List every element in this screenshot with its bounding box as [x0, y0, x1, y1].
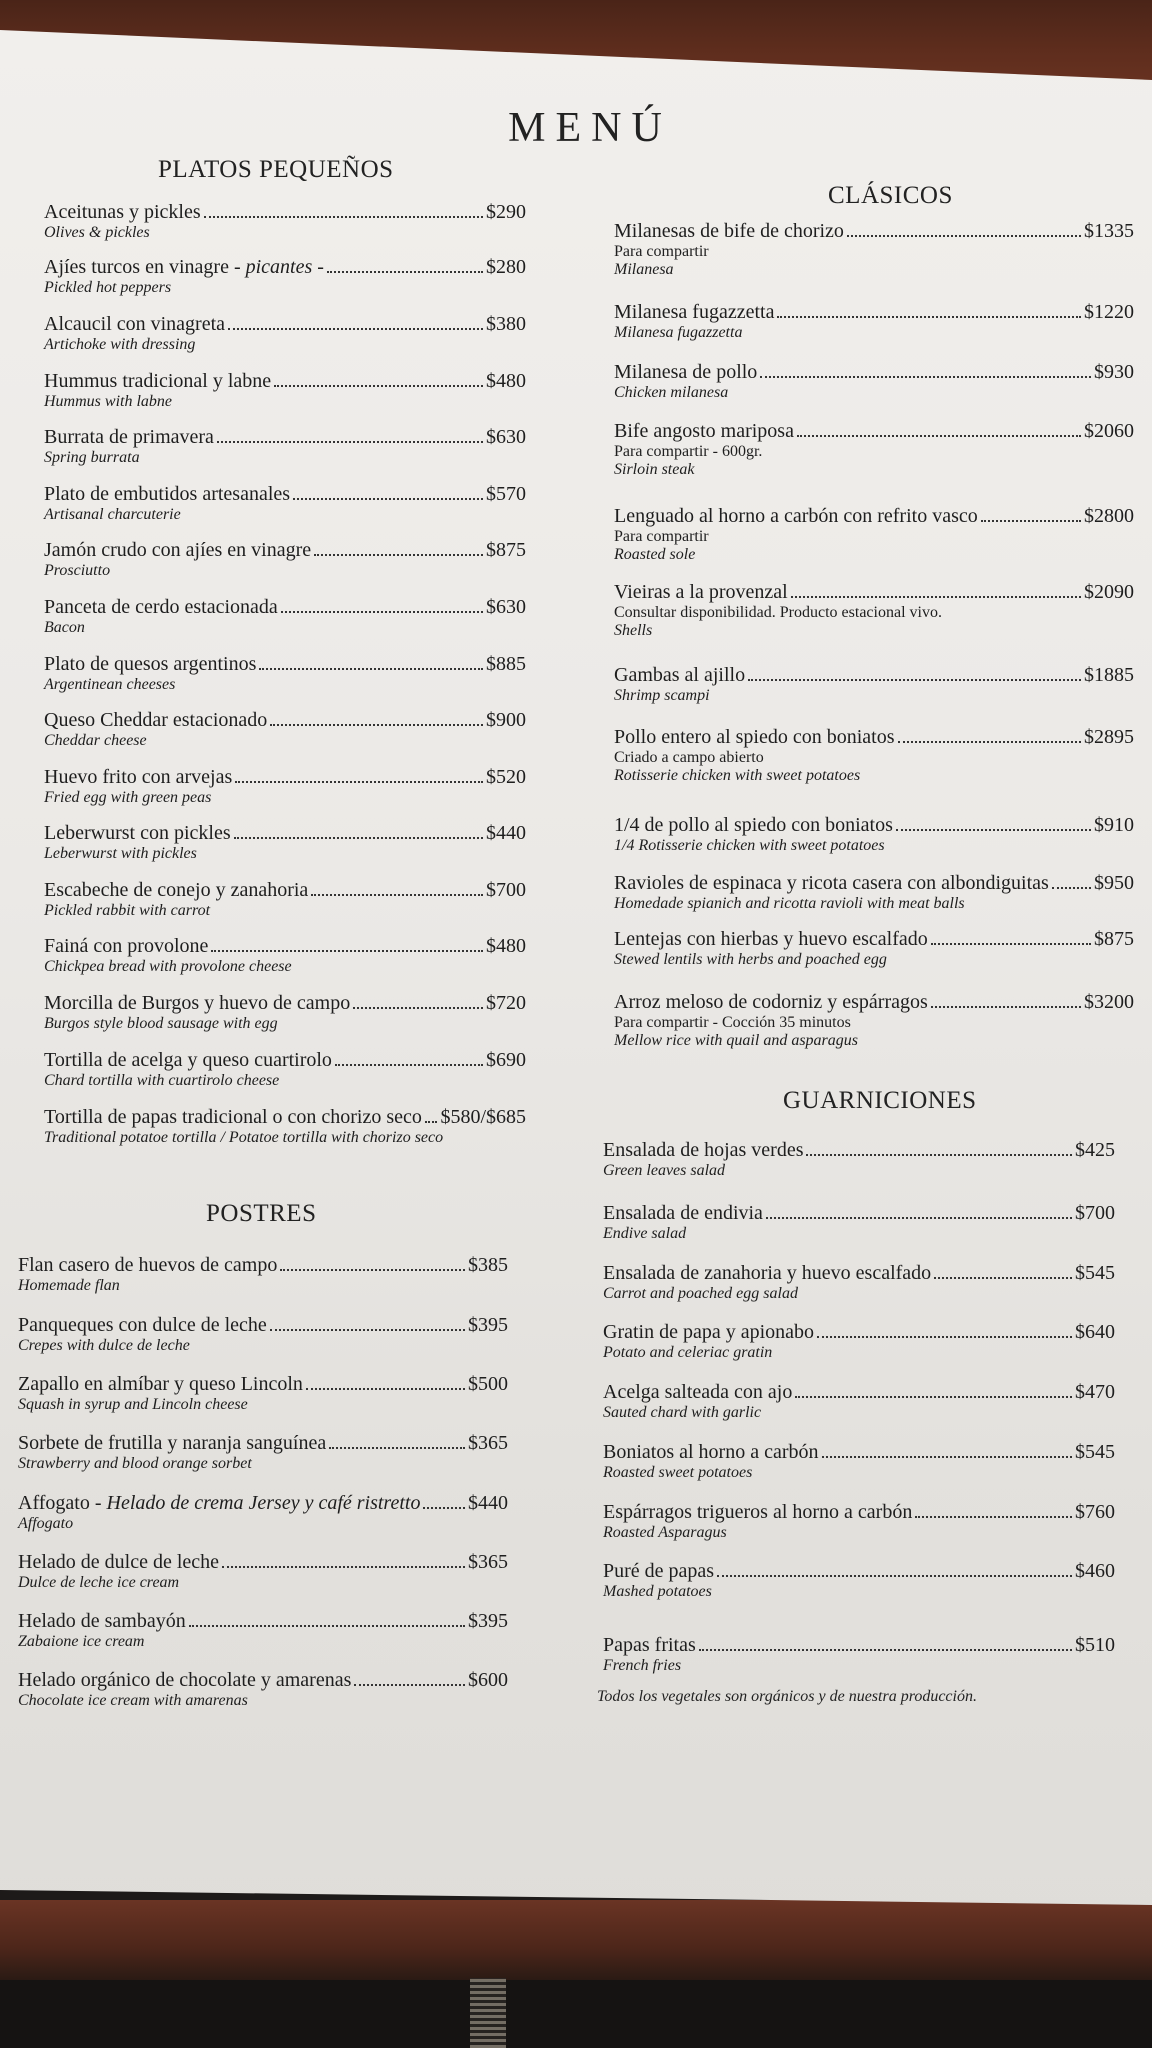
menu-frame-bottom [0, 1900, 1152, 1980]
item-price: $885 [486, 653, 526, 675]
item-name-text: Ensalada de endivia [603, 1202, 763, 1224]
dot-leader [981, 520, 1081, 522]
item-name-text: Huevo frito con arvejas [44, 766, 233, 788]
item-name-text: Sorbete de frutilla y naranja sanguínea [18, 1432, 327, 1454]
item-price: $930 [1094, 361, 1134, 383]
item-name [614, 301, 774, 324]
item-price: $280 [486, 256, 526, 278]
menu-item [614, 872, 1134, 913]
item-price: $545 [1075, 1441, 1115, 1463]
menu-item [18, 1610, 508, 1651]
item-name-text: Lentejas con hierbas y huevo escalfado [614, 928, 928, 950]
item-name-text: Helado de sambayón [18, 1610, 186, 1632]
item-english-name: Shells [614, 622, 653, 639]
item-price: $600 [468, 1669, 508, 1691]
item-name [614, 991, 928, 1014]
item-price: $1335 [1084, 220, 1134, 242]
item-name-text: Affogato - [18, 1492, 107, 1514]
item-name [44, 935, 208, 958]
dot-leader [896, 829, 1091, 831]
item-name-text: Panqueques con dulce de leche [18, 1314, 267, 1336]
item-name-text: Burrata de primavera [44, 426, 214, 448]
item-price: $395 [468, 1610, 508, 1632]
item-name-text: Acelga salteada con ajo [603, 1381, 793, 1403]
dot-leader [425, 1121, 438, 1123]
zipper [470, 1978, 506, 2048]
section-heading-guarniciones: GUARNICIONES [783, 1087, 977, 1114]
item-note: Para compartir - Cocción 35 minutos [614, 1014, 851, 1031]
menu-item [44, 1049, 526, 1090]
menu-item [44, 483, 526, 524]
item-price: $875 [486, 539, 526, 561]
item-price: $720 [486, 992, 526, 1014]
menu-item [614, 814, 1134, 855]
menu-item [44, 766, 526, 807]
item-note: Para compartir - 600gr. [614, 443, 763, 460]
item-name-text: Ensalada de hojas verdes [603, 1139, 804, 1161]
item-english-name: Artichoke with dressing [44, 336, 196, 353]
menu-item [18, 1254, 508, 1295]
dot-leader [354, 1684, 465, 1686]
dot-leader [931, 943, 1091, 945]
menu-item [614, 581, 1134, 640]
item-english-name: Green leaves salad [603, 1162, 726, 1179]
dot-leader [766, 1217, 1072, 1219]
dot-leader [335, 1064, 483, 1066]
item-english-name: Milanesa fugazzetta [614, 324, 743, 341]
dot-leader [699, 1649, 1072, 1651]
item-name-text: Tortilla de papas tradicional o con chorizo seco [44, 1106, 422, 1128]
menu-item [44, 935, 526, 976]
item-price: $2800 [1084, 505, 1134, 527]
item-english-name: Fried egg with green peas [44, 789, 212, 806]
item-price: $440 [468, 1492, 508, 1514]
item-price: $2060 [1084, 420, 1134, 442]
dot-leader [748, 679, 1081, 681]
item-name [603, 1321, 814, 1344]
item-name [44, 879, 308, 902]
item-english-name: Argentinean cheeses [44, 676, 176, 693]
item-name [614, 361, 757, 384]
item-english-name: Affogato [18, 1515, 74, 1532]
item-price: $545 [1075, 1262, 1115, 1284]
menu-item [18, 1373, 508, 1414]
item-name [603, 1560, 714, 1583]
menu-item [614, 664, 1134, 705]
dot-leader [234, 837, 483, 839]
item-note: Para compartir [614, 528, 709, 545]
dot-leader [1052, 887, 1091, 889]
menu-item [603, 1139, 1115, 1180]
item-name [18, 1669, 351, 1692]
item-name-text: Escabeche de conejo y zanahoria [44, 879, 309, 901]
item-name [44, 992, 350, 1015]
item-name [18, 1373, 303, 1396]
item-price: $425 [1075, 1139, 1115, 1161]
item-name-text: Morcilla de Burgos y huevo de campo [44, 992, 351, 1014]
item-name [44, 766, 232, 789]
dot-leader [777, 316, 1081, 318]
item-name [614, 928, 928, 951]
dot-leader [204, 216, 483, 218]
item-price: $690 [486, 1049, 526, 1071]
dot-leader [270, 724, 483, 726]
dot-leader [293, 498, 483, 500]
item-english-name: Zabaione ice cream [18, 1633, 145, 1650]
item-name [44, 256, 324, 279]
item-price: $760 [1075, 1501, 1115, 1523]
item-english-name: Homedade spianich and ricotta ravioli with meat balls [614, 895, 965, 912]
item-english-name: Homemade flan [18, 1277, 120, 1294]
item-name-text: Queso Cheddar estacionado [44, 709, 268, 731]
item-price: $1220 [1084, 301, 1134, 323]
item-english-name: Milanesa [614, 261, 674, 278]
item-name-text: Ensalada de zanahoria y huevo escalfado [603, 1262, 932, 1284]
item-price: $570 [486, 483, 526, 505]
item-name [614, 814, 893, 837]
item-name [18, 1432, 326, 1455]
item-english-name: Traditional potatoe tortilla / Potatoe tortilla with chorizo seco [44, 1129, 444, 1146]
menu-item [44, 313, 526, 354]
dot-leader [817, 1336, 1072, 1338]
item-english-name: Roasted sole [614, 546, 696, 563]
item-name-text: Alcaucil con vinagreta [44, 313, 226, 335]
dot-leader [280, 1269, 465, 1271]
item-price: $365 [468, 1432, 508, 1454]
item-name-text: Arroz meloso de codorniz y espárragos [614, 991, 928, 1013]
item-english-name: Chicken milanesa [614, 384, 729, 401]
menu-title: MENÚ [508, 105, 672, 151]
item-name [44, 822, 231, 845]
menu-item [18, 1492, 508, 1533]
item-price: $875 [1094, 928, 1134, 950]
item-price: $500 [468, 1373, 508, 1395]
item-price: $700 [1075, 1202, 1115, 1224]
item-name [603, 1441, 819, 1464]
item-name [44, 539, 311, 562]
item-price: $440 [486, 822, 526, 844]
item-name-text: Milanesa de pollo [614, 361, 758, 383]
item-english-name: French fries [603, 1657, 682, 1674]
dot-leader [189, 1625, 465, 1627]
item-name [614, 726, 895, 749]
item-name [18, 1610, 186, 1633]
item-english-name: Chard tortilla with cuartirolo cheese [44, 1072, 280, 1089]
item-english-name: Rotisserie chicken with sweet potatoes [614, 767, 861, 784]
item-name [603, 1262, 931, 1285]
dot-leader [797, 435, 1081, 437]
item-name-text: Milanesas de bife de chorizo [614, 220, 844, 242]
item-name-text: Ravioles de espinaca y ricota casera con albondiguitas [614, 872, 1049, 894]
item-name-text: Hummus tradicional y labne [44, 370, 272, 392]
item-name-text: Ajíes turcos en vinagre - [44, 256, 246, 278]
item-english-name: Mellow rice with quail and asparagus [614, 1032, 858, 1049]
item-english-name: Burgos style blood sausage with egg [44, 1015, 278, 1032]
item-price: $900 [486, 709, 526, 731]
item-name-text: Helado de dulce de leche [18, 1551, 220, 1573]
dot-leader [329, 1447, 465, 1449]
item-price: $910 [1094, 814, 1134, 836]
menu-item [603, 1262, 1115, 1303]
item-name-text: Pollo entero al spiedo con boniatos [614, 726, 895, 748]
item-name [603, 1139, 803, 1162]
item-price: $520 [486, 766, 526, 788]
item-english-name: Dulce de leche ice cream [18, 1574, 180, 1591]
dot-leader [274, 385, 483, 387]
dot-leader [847, 235, 1081, 237]
section-heading-postres: POSTRES [206, 1200, 317, 1227]
item-english-name: Crepes with dulce de leche [18, 1337, 190, 1354]
item-name-text: Panceta de cerdo estacionada [44, 596, 278, 618]
menu-item [603, 1501, 1115, 1542]
item-name [44, 201, 201, 224]
item-english-name: Spring burrata [44, 449, 140, 466]
item-english-name: Shrimp scampi [614, 687, 710, 704]
item-price: $385 [468, 1254, 508, 1276]
menu-item [44, 709, 526, 750]
item-price: $395 [468, 1314, 508, 1336]
item-note: Criado a campo abierto [614, 749, 764, 766]
item-name-text: Flan casero de huevos de campo [18, 1254, 278, 1276]
dot-leader [353, 1007, 483, 1009]
item-english-name: Chocolate ice cream with amarenas [18, 1692, 248, 1709]
section-heading-platos-pequenos: PLATOS PEQUEÑOS [158, 156, 394, 183]
dot-leader [760, 376, 1091, 378]
item-name-text: Gambas al ajillo [614, 664, 746, 686]
dot-leader [717, 1575, 1072, 1577]
item-price: $700 [486, 879, 526, 901]
item-name [614, 581, 788, 604]
item-english-name: Roasted Asparagus [603, 1524, 727, 1541]
item-english-name: Potato and celeriac gratin [603, 1344, 773, 1361]
dot-leader [211, 950, 483, 952]
dot-leader [898, 741, 1081, 743]
item-price: $480 [486, 370, 526, 392]
item-name-italic: picantes [245, 256, 313, 278]
item-name [614, 872, 1049, 895]
item-name-text: Lenguado al horno a carbón con refrito vasco [614, 505, 978, 527]
item-name [18, 1254, 277, 1277]
menu-item [614, 301, 1134, 342]
item-name-text: Puré de papas [603, 1560, 715, 1582]
item-name [44, 1049, 332, 1072]
menu-item [44, 822, 526, 863]
item-english-name: Mashed potatoes [603, 1583, 712, 1600]
menu-item [18, 1551, 508, 1592]
item-name-text: Plato de quesos argentinos [44, 653, 257, 675]
menu-item [603, 1634, 1115, 1675]
menu-item [44, 201, 526, 242]
menu-item [603, 1441, 1115, 1482]
item-english-name: Endive salad [603, 1225, 687, 1242]
item-name [614, 664, 745, 687]
item-name-text: Helado orgánico de chocolate y amarenas [18, 1669, 352, 1691]
menu-item [603, 1381, 1115, 1422]
item-name [603, 1381, 792, 1404]
item-price: $480 [486, 935, 526, 957]
menu-item [603, 1202, 1115, 1243]
dot-leader [423, 1507, 465, 1509]
item-english-name: Cheddar cheese [44, 732, 147, 749]
item-name [44, 596, 278, 619]
item-name-text: Jamón crudo con ajíes en vinagre [44, 539, 312, 561]
dot-leader [934, 1277, 1072, 1279]
item-price: $380 [486, 313, 526, 335]
dot-leader [327, 271, 483, 273]
item-english-name: Prosciutto [44, 562, 111, 579]
item-name-text: Milanesa fugazzetta [614, 301, 775, 323]
item-english-name: Chickpea bread with provolone cheese [44, 958, 292, 975]
item-english-name: Pickled hot peppers [44, 279, 172, 296]
item-name-suffix: - [312, 256, 324, 278]
item-price: $630 [486, 426, 526, 448]
item-english-name: Hummus with labne [44, 393, 172, 410]
dot-leader [228, 328, 483, 330]
menu-item [44, 879, 526, 920]
dot-leader [795, 1396, 1072, 1398]
menu-item [44, 539, 526, 580]
item-name [603, 1202, 763, 1225]
menu-item [44, 426, 526, 467]
item-name [44, 426, 214, 449]
item-name [44, 1106, 422, 1129]
dot-leader [791, 596, 1081, 598]
menu-item [603, 1321, 1115, 1362]
dot-leader [822, 1456, 1073, 1458]
menu-item [614, 420, 1134, 479]
item-name [18, 1492, 420, 1515]
item-name [18, 1551, 219, 1574]
item-name-text: Espárragos trigueros al horno a carbón [603, 1501, 913, 1523]
section-heading-clasicos: CLÁSICOS [828, 182, 953, 209]
dot-leader [314, 554, 483, 556]
item-english-name: Sirloin steak [614, 461, 695, 478]
dot-leader [222, 1566, 465, 1568]
dot-leader [259, 668, 483, 670]
item-english-name: Pickled rabbit with carrot [44, 902, 211, 919]
item-price: $3200 [1084, 991, 1134, 1013]
item-price: $640 [1075, 1321, 1115, 1343]
item-name [603, 1501, 912, 1524]
item-name-text: Tortilla de acelga y queso cuartirolo [44, 1049, 332, 1071]
menu-item [603, 1560, 1115, 1601]
footer-note: Todos los vegetales son orgánicos y de nuestra producción. [597, 1688, 977, 1705]
item-name-text: 1/4 de pollo al spiedo con boniatos [614, 814, 893, 836]
menu-item [44, 653, 526, 694]
menu-item [614, 928, 1134, 969]
item-price: $580/$685 [440, 1106, 526, 1128]
dot-leader [235, 781, 483, 783]
item-name-text: Plato de embutidos artesanales [44, 483, 291, 505]
item-price: $470 [1075, 1381, 1115, 1403]
menu-item [614, 726, 1134, 785]
item-name-italic: Helado de crema Jersey y café ristretto [106, 1492, 421, 1514]
item-english-name: Squash in syrup and Lincoln cheese [18, 1396, 248, 1413]
menu-item [18, 1432, 508, 1473]
item-price: $1885 [1084, 664, 1134, 686]
item-english-name: Strawberry and blood orange sorbet [18, 1455, 252, 1472]
item-english-name: Leberwurst with pickles [44, 845, 197, 862]
item-name-text: Gratin de papa y apionabo [603, 1321, 815, 1343]
menu-item [44, 256, 526, 297]
item-english-name: Olives & pickles [44, 224, 150, 241]
menu-item [614, 505, 1134, 564]
menu-item [44, 596, 526, 637]
item-price: $510 [1075, 1634, 1115, 1656]
menu-item [18, 1669, 508, 1710]
dot-leader [270, 1329, 465, 1331]
table-surface [0, 1980, 1152, 2048]
item-english-name: Bacon [44, 619, 85, 636]
dot-leader [915, 1516, 1072, 1518]
item-name [603, 1634, 696, 1657]
item-note: Para compartir [614, 243, 709, 260]
menu-item [614, 991, 1134, 1050]
dot-leader [306, 1388, 465, 1390]
dot-leader [931, 1006, 1081, 1008]
menu-item [614, 220, 1134, 279]
item-name-text: Vieiras a la provenzal [614, 581, 788, 603]
dot-leader [217, 441, 483, 443]
item-english-name: Carrot and poached egg salad [603, 1285, 798, 1302]
item-price: $950 [1094, 872, 1134, 894]
dot-leader [281, 611, 483, 613]
item-name-text: Aceitunas y pickles [44, 201, 201, 223]
item-name-text: Papas fritas [603, 1634, 696, 1656]
item-name [44, 653, 256, 676]
item-english-name: Stewed lentils with herbs and poached egg [614, 951, 887, 968]
menu-item [44, 992, 526, 1033]
item-note: Consultar disponibilidad. Producto estacional vivo. [614, 604, 942, 621]
menu-item [44, 370, 526, 411]
item-price: $365 [468, 1551, 508, 1573]
item-name-text: Boniatos al horno a carbón [603, 1441, 819, 1463]
dot-leader [806, 1154, 1072, 1156]
dot-leader [311, 894, 483, 896]
item-name [614, 505, 978, 528]
item-english-name: Artisanal charcuterie [44, 506, 181, 523]
item-name [44, 370, 271, 393]
item-price: $2090 [1084, 581, 1134, 603]
item-name-text: Leberwurst con pickles [44, 822, 231, 844]
item-price: $2895 [1084, 726, 1134, 748]
item-name [614, 220, 844, 243]
item-name-text: Zapallo en almíbar y queso Lincoln [18, 1373, 303, 1395]
item-price: $630 [486, 596, 526, 618]
item-name-text: Fainá con provolone [44, 935, 209, 957]
item-name-text: Bife angosto mariposa [614, 420, 794, 442]
menu-item [44, 1106, 526, 1147]
item-name [44, 483, 290, 506]
item-name [614, 420, 794, 443]
item-name [44, 313, 225, 336]
menu-item [614, 361, 1134, 402]
item-english-name: Sauted chard with garlic [603, 1404, 762, 1421]
item-price: $460 [1075, 1560, 1115, 1582]
item-price: $290 [486, 201, 526, 223]
menu-item [18, 1314, 508, 1355]
item-name [18, 1314, 267, 1337]
item-english-name: Roasted sweet potatoes [603, 1464, 753, 1481]
item-english-name: 1/4 Rotisserie chicken with sweet potatoes [614, 837, 885, 854]
item-name [44, 709, 267, 732]
